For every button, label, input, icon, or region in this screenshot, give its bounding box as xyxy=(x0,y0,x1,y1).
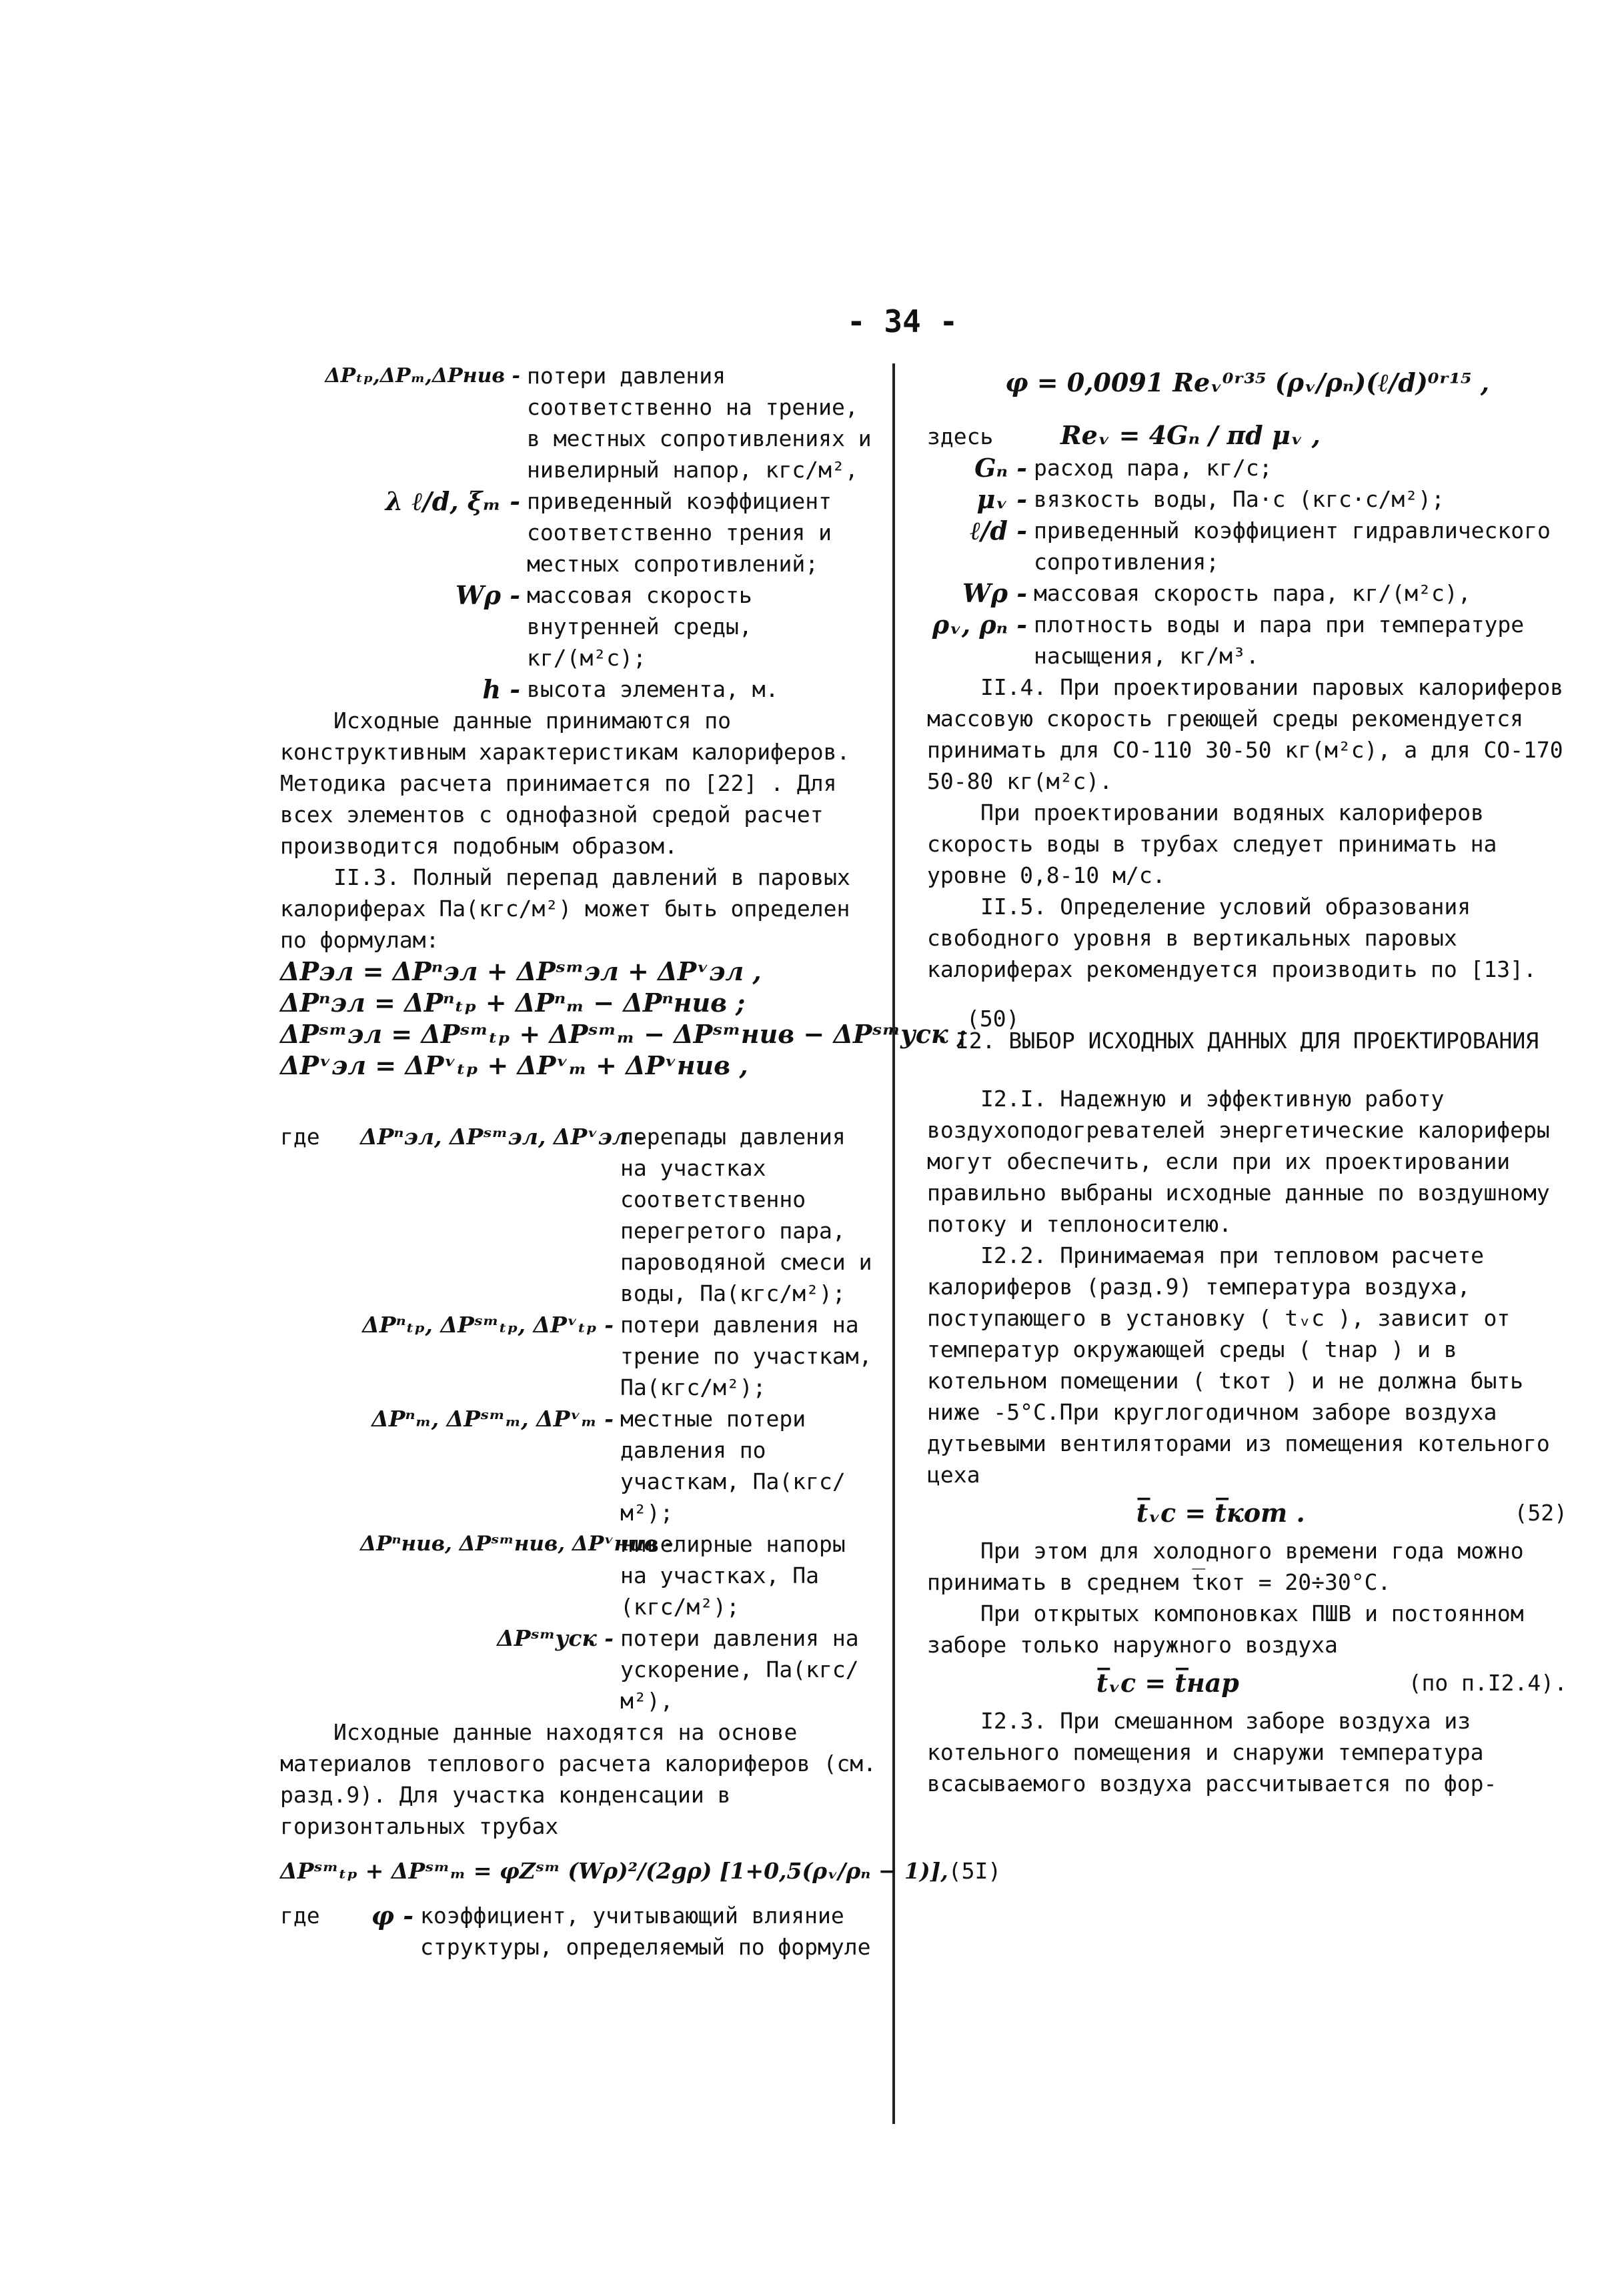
right-column xyxy=(927,360,1567,1799)
definition-item xyxy=(280,360,880,485)
paragraph: II.5. Определение условий образования свободного уровня в вертикальных паровых калориферах рекомендуется производить по [13]. xyxy=(927,894,1537,982)
definition-item xyxy=(927,609,1567,672)
definition-symbol: Wρ - xyxy=(456,580,520,610)
definition-item xyxy=(360,1528,880,1622)
definition-text: потери давления соответственно на трение, в местных сопротивлениях и нивелирный напор, кгс/м², xyxy=(527,363,872,483)
definition-item xyxy=(927,452,1567,483)
equation-50 xyxy=(280,956,1020,1081)
equation-number: (50) xyxy=(966,1005,1020,1032)
equation-re: Reᵥ = 4Gₙ / πd μᵥ , xyxy=(1060,420,1321,450)
definition-text: приведенный коэффициент гидравлического сопротивления; xyxy=(1034,517,1551,575)
equation-53 xyxy=(927,1667,1567,1698)
definition-symbol: ΔPⁿнив, ΔPˢᵐнив, ΔPᵛнив - xyxy=(360,1532,674,1556)
paragraph: Исходные данные находятся на основе материалов теплового расчета калориферов (см. разд.9). Для участка конденсации в горизонтальных трубах xyxy=(280,1719,877,1839)
paragraph: Исходные данные принимаются по конструктивным характеристикам калориферов. Методика расчета принимается по [22] . Для всех элементов с однофазной средой расчет производится подобным образом. xyxy=(280,708,850,859)
equation-52 xyxy=(927,1497,1567,1528)
definition-symbol: h - xyxy=(482,674,520,704)
definition-item xyxy=(927,515,1567,578)
definition-item xyxy=(280,674,880,705)
section-heading: I2. ВЫБОР ИСХОДНЫХ ДАННЫХ ДЛЯ ПРОЕКТИРОВАНИЯ xyxy=(955,1028,1539,1054)
equation-line: ΔPⁿэл = ΔPⁿₜₚ + ΔPⁿₘ − ΔPⁿнив ; xyxy=(280,988,746,1018)
definition-list-3 xyxy=(280,1900,880,1963)
equation-line: t̅ᵥс = t̅кот . xyxy=(1136,1498,1305,1528)
definition-symbol: ΔPⁿₜₚ, ΔPˢᵐₜₚ, ΔPᵛₜₚ - xyxy=(362,1312,614,1338)
definition-symbol: λ ℓ/d, ξₘ - xyxy=(385,486,520,516)
equation-phi xyxy=(927,367,1567,399)
paragraph: II.4. При проектировании паровых калориферов массовую скорость греющей среды рекомендуется принимать для СО-110 30-50 кг(м²с), а для СО-170 50-80 кг(м²с). xyxy=(927,674,1564,794)
definition-symbol: μᵥ - xyxy=(976,484,1027,514)
equation-line: φ = 0,0091 Reᵥ⁰ʳ³⁵ (ρᵥ/ρₙ)(ℓ/d)⁰ʳ¹⁵ , xyxy=(1005,367,1489,397)
definition-item xyxy=(927,578,1567,609)
equation-line: ΔPˢᵐₜₚ + ΔPˢᵐₘ = φZˢᵐ (Wρ)²/(2gρ) [1+0,5(ρᵥ/ρₙ − 1)], xyxy=(280,1858,948,1884)
paragraph: При открытых компоновках ПШВ и постоянном заборе только наружного воздуха xyxy=(927,1600,1524,1658)
definition-item xyxy=(927,483,1567,515)
equation-line: t̅ᵥс = t̅нар xyxy=(1096,1668,1239,1698)
where-label: где xyxy=(280,1124,320,1150)
page-number: - 34 - xyxy=(847,303,958,339)
paragraph: При проектировании водяных калориферов скорость воды в трубах следует принимать на уровне 0,8-10 м/с. xyxy=(927,800,1497,888)
definition-text: потери давления на ускорение, Па(кгс/м²), xyxy=(620,1625,859,1714)
definition-text: приведенный коэффициент соответственно трения и местных сопротивлений; xyxy=(527,488,832,577)
definition-symbol: ΔPⁿэл, ΔPˢᵐэл, ΔPᵛэл - xyxy=(360,1124,646,1150)
equation-lines xyxy=(280,956,966,1081)
definition-text: нивелирные напоры на участках, Па (кгс/м²); xyxy=(620,1531,846,1620)
definition-text: потери давления на трение по участкам, Па(кгс/м²); xyxy=(620,1312,872,1400)
equation-number: (52) xyxy=(1514,1500,1567,1526)
paragraph: I2.I. Надежную и эффективную работу воздухоподогревателей энергетические калориферы могут обеспечить, если при их проектировании правильно выбраны исходные данные по воздушному потоку и теплоносителю. xyxy=(927,1086,1550,1237)
definition-text: местные потери давления по участкам, Па(кгс/м²); xyxy=(620,1406,846,1526)
definition-text: коэффициент, учитывающий влияние структуры, определяемый по формуле xyxy=(420,1903,871,1960)
here-label: здесь xyxy=(927,423,994,449)
equation-51 xyxy=(280,1855,1002,1887)
definition-item xyxy=(360,1900,880,1963)
definition-text: плотность воды и пара при температуре насыщения, кг/м³. xyxy=(1034,612,1525,669)
paragraph: II.3. Полный перепад давлений в паровых калориферах Па(кгс/м²) может быть определен по формулам: xyxy=(280,864,850,953)
equation-line: ΔPᵛэл = ΔPᵛₜₚ + ΔPᵛₘ + ΔPᵛнив , xyxy=(280,1050,748,1080)
definition-item xyxy=(280,580,880,674)
definition-symbol: ΔPₜₚ,ΔPₘ,ΔPнив - xyxy=(325,364,520,387)
definition-list-4 xyxy=(927,452,1567,672)
definition-symbol: ℓ/d - xyxy=(970,515,1027,545)
definition-text: высота элемента, м. xyxy=(527,676,779,702)
definition-list-1 xyxy=(280,360,880,705)
definition-symbol: Gₙ - xyxy=(974,453,1027,483)
definition-list-2 xyxy=(280,1121,880,1716)
definition-text: массовая скорость внутренней среды, кг/(м²с); xyxy=(527,582,752,671)
paragraph: I2.3. При смешанном заборе воздуха из котельного помещения и снаружи температура всасываемого воздуха рассчитывается по фор- xyxy=(927,1708,1497,1797)
definition-symbol: φ - xyxy=(371,1901,414,1931)
definition-symbol: Wρ - xyxy=(962,578,1027,608)
equation-number: (5I) xyxy=(948,1858,1002,1884)
definition-text: расход пара, кг/с; xyxy=(1034,455,1273,481)
paragraph: I2.2. Принимаемая при тепловом расчете калориферов (разд.9) температура воздуха, поступающего в установку ( tᵥс ), зависит от температур окружающей среды ( tнар ) и в котельном помещении ( tкот ) и не должна быть ниже -5°С.При круглогодичном заборе воздуха дутьевыми вентиляторами из помещения котельного цеха xyxy=(927,1242,1550,1488)
definition-text: массовая скорость пара, кг/(м²с), xyxy=(1034,580,1471,606)
definition-item xyxy=(360,1403,880,1528)
definition-symbol: ΔPˢᵐуск - xyxy=(497,1625,614,1651)
definition-text: вязкость воды, Па·с (кгс·с/м²); xyxy=(1034,486,1445,512)
here-line xyxy=(927,419,1567,452)
definition-item xyxy=(360,1121,880,1309)
equation-line: ΔPэл = ΔPⁿэл + ΔPˢᵐэл + ΔPᵛэл , xyxy=(280,956,762,986)
paragraph: При этом для холодного времени года можно принимать в среднем t̅кот = 20÷30°С. xyxy=(927,1538,1524,1595)
definition-item xyxy=(360,1309,880,1403)
where-label: где xyxy=(280,1903,320,1929)
equation-number: (по п.I2.4). xyxy=(1408,1670,1567,1696)
definition-item xyxy=(280,485,880,580)
definition-item xyxy=(360,1622,880,1716)
equation-line: ΔPˢᵐэл = ΔPˢᵐₜₚ + ΔPˢᵐₘ − ΔPˢᵐнив − ΔPˢᵐуск ; xyxy=(280,1019,967,1049)
definition-text: перепады давления на участках соответственно перегретого пара, пароводяной смеси и воды, Па(кгс/м²); xyxy=(620,1124,872,1306)
definition-group xyxy=(360,1121,880,1716)
definition-symbol: ΔPⁿₘ, ΔPˢᵐₘ, ΔPᵛₘ - xyxy=(371,1406,614,1432)
definition-symbol: ρᵥ, ρₙ - xyxy=(932,610,1027,640)
